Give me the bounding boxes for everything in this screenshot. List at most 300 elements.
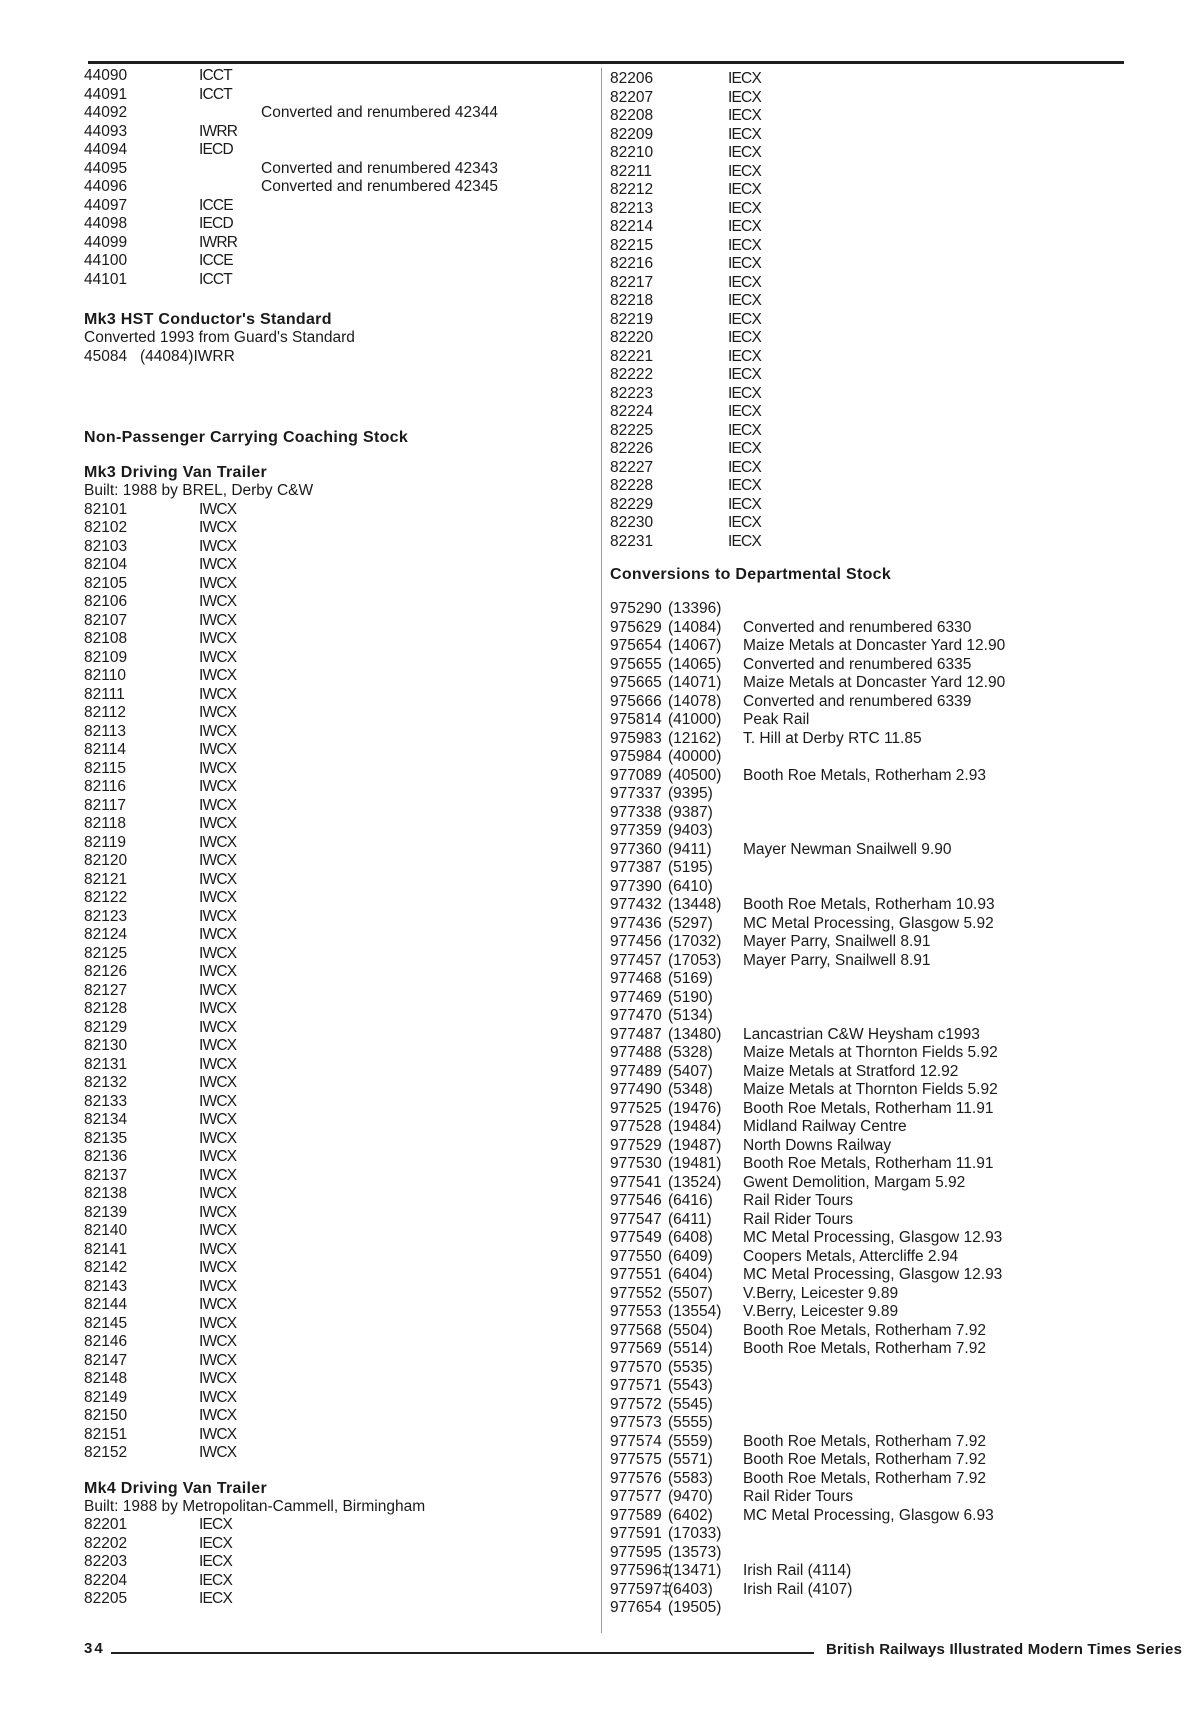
table-row (610, 163, 1130, 182)
original-number: (6403) (668, 1580, 713, 1598)
table-row (610, 1581, 1130, 1600)
disposal-note: Peak Rail (743, 711, 810, 728)
vehicle-number: 82142 (84, 1259, 128, 1276)
departmental-number: 977571 (610, 1377, 662, 1394)
pool-code: IWCX (199, 574, 237, 592)
conductor-standard-heading: Mk3 HST Conductor's Standard (84, 311, 332, 328)
table-row (84, 1389, 584, 1408)
table-row (84, 945, 584, 964)
table-row (610, 1340, 1130, 1359)
table-row (84, 908, 584, 927)
pool-code: IECX (728, 162, 761, 180)
original-number: (5535) (668, 1358, 713, 1376)
original-number: (9411) (668, 840, 712, 858)
table-row (610, 496, 1130, 515)
table-row (610, 1396, 1130, 1415)
departmental-number: 975655 (610, 655, 662, 673)
vehicle-number: 82103 (84, 537, 128, 555)
table-row (610, 1248, 1130, 1267)
column-divider (601, 68, 602, 1633)
departmental-number: 977573 (610, 1414, 662, 1431)
disposal-note: Lancastrian C&W Heysham c1993 (743, 1025, 980, 1043)
table-row (84, 889, 584, 908)
table-row (610, 1414, 1130, 1433)
pool-code: IWCX (199, 1129, 237, 1147)
original-number: (5559) (668, 1432, 713, 1450)
conductor-standard-entry: 45084 (44084)IWRR (84, 347, 235, 365)
table-row (610, 859, 1130, 878)
vehicle-number: 82127 (84, 981, 128, 999)
table-row (610, 181, 1130, 200)
pool-code (199, 160, 261, 179)
table-row (84, 215, 584, 234)
table-row (610, 1322, 1130, 1341)
original-number: (6402) (668, 1506, 713, 1524)
original-number: (13480) (668, 1025, 722, 1043)
table-row (84, 141, 584, 160)
table-row (610, 1544, 1130, 1563)
pool-code: IECX (728, 514, 761, 531)
table-row (610, 674, 1130, 693)
footer-rule (111, 1652, 814, 1654)
vehicle-number: 82145 (84, 1314, 128, 1332)
vehicle-number: 82122 (84, 889, 128, 906)
disposal-note: Converted and renumbered 6339 (743, 692, 972, 710)
pool-code: IWCX (199, 1314, 237, 1332)
table-row (84, 760, 584, 779)
original-number: (19484) (668, 1118, 722, 1135)
table-row (610, 693, 1130, 712)
departmental-number: 977337 (610, 785, 662, 802)
vehicle-number: 82126 (84, 963, 128, 980)
pool-code: IWCX (199, 648, 237, 666)
pool-code: IWCX (199, 667, 237, 684)
table-row (610, 200, 1130, 219)
table-row (610, 218, 1130, 237)
pool-code: IECX (728, 218, 761, 235)
pool-code: IWCX (199, 1111, 237, 1128)
table-row (610, 1063, 1130, 1082)
departmental-number: 977490 (610, 1081, 662, 1098)
pool-code: IWCX (199, 1148, 237, 1165)
vehicle-number: 82209 (610, 125, 654, 143)
vehicle-number: 82110 (84, 667, 126, 684)
departmental-number: 977487 (610, 1025, 662, 1043)
table-row (84, 778, 584, 797)
departmental-number: 977089 (610, 766, 662, 784)
departmental-number: 977546 (610, 1192, 662, 1209)
original-number: (14067) (668, 637, 722, 654)
table-row (610, 1303, 1130, 1322)
vehicle-number: 82225 (610, 421, 654, 439)
pool-code: IECD (199, 141, 233, 158)
disposal-note: Midland Railway Centre (743, 1118, 907, 1135)
pool-code: IWCX (199, 833, 237, 851)
vehicle-number: 82140 (84, 1222, 128, 1239)
vehicle-number: 44094 (84, 141, 128, 158)
table-row (84, 797, 584, 816)
table-row (610, 1229, 1130, 1248)
disposal-note: Booth Roe Metals, Rotherham 10.93 (743, 896, 995, 913)
table-row (610, 422, 1130, 441)
original-number: (14078) (668, 692, 722, 710)
departmental-number: 977549 (610, 1229, 662, 1246)
vehicle-number: 82105 (84, 574, 128, 592)
pool-code: IECX (728, 310, 761, 328)
table-row (84, 271, 584, 290)
pool-code: IECX (728, 292, 761, 309)
original-number: (5583) (668, 1469, 713, 1487)
table-row (84, 1074, 584, 1093)
table-row (84, 575, 584, 594)
vehicle-number: 82132 (84, 1074, 128, 1091)
pool-code: IWCX (199, 1333, 237, 1350)
disposal-note: Booth Roe Metals, Rotherham 7.92 (743, 1432, 986, 1450)
table-row (610, 144, 1130, 163)
departmental-number: 977591 (610, 1525, 662, 1542)
table-row (610, 637, 1130, 656)
departmental-number: 977597‡ (610, 1580, 671, 1598)
table-row (84, 1000, 584, 1019)
table-row (84, 538, 584, 557)
disposal-note: Booth Roe Metals, Rotherham 11.91 (743, 1155, 994, 1172)
table-row (84, 704, 584, 723)
table-row (610, 255, 1130, 274)
pool-code: IECX (728, 458, 761, 476)
pool-code: IWCX (199, 556, 237, 573)
pool-code: IWCX (199, 778, 237, 795)
departmental-number: 977488 (610, 1044, 662, 1061)
pool-code: IWCX (199, 1037, 237, 1054)
pool-code: ICCT (199, 67, 232, 84)
original-number: (5545) (668, 1395, 713, 1413)
mk3-dvt-list (84, 501, 584, 1463)
vehicle-number: 82116 (84, 778, 126, 795)
pool-code: IECX (728, 421, 761, 439)
table-row (610, 440, 1130, 459)
table-row (84, 723, 584, 742)
disposal-note: Mayer Parry, Snailwell 8.91 (743, 951, 931, 969)
original-number: (5407) (668, 1062, 713, 1080)
table-row (84, 197, 584, 216)
pool-code: IWCX (199, 722, 237, 740)
pool-code: IWCX (199, 1444, 237, 1461)
departmental-number: 977576 (610, 1469, 662, 1487)
original-number: (6416) (668, 1192, 713, 1209)
table-row (84, 1019, 584, 1038)
departmental-number: 975665 (610, 674, 662, 691)
vehicle-number: 82216 (610, 255, 654, 272)
pool-code: IWCX (199, 907, 237, 925)
table-row (610, 656, 1130, 675)
departmental-number: 977589 (610, 1506, 662, 1524)
vehicle-number: 82101 (84, 500, 128, 518)
vehicle-number: 82129 (84, 1018, 128, 1036)
table-row (610, 1488, 1130, 1507)
pool-code (199, 104, 261, 123)
disposal-note: Booth Roe Metals, Rotherham 2.93 (743, 766, 986, 784)
disposal-note: North Downs Railway (743, 1136, 892, 1154)
table-row (610, 748, 1130, 767)
disposal-note: Maize Metals at Doncaster Yard 12.90 (743, 637, 1006, 654)
vehicle-number: 82144 (84, 1296, 128, 1313)
pool-code: IWCX (199, 1074, 237, 1091)
vehicle-number: 82148 (84, 1370, 128, 1387)
vehicle-number: 44095 (84, 159, 128, 177)
table-row (84, 123, 584, 142)
top-rule (88, 61, 1124, 64)
vehicle-number: 82138 (84, 1185, 128, 1202)
table-row (84, 1130, 584, 1149)
table-row (610, 1100, 1130, 1119)
table-row (610, 785, 1130, 804)
right-column (610, 70, 1130, 1618)
vehicle-number: 82104 (84, 556, 128, 573)
table-row (610, 1377, 1130, 1396)
vehicle-number: 82107 (84, 611, 128, 629)
pool-code: IECX (728, 255, 761, 272)
departmental-number: 975654 (610, 637, 662, 654)
pool-code: IECX (199, 1516, 232, 1533)
table-row (84, 234, 584, 253)
vehicle-number: 82109 (84, 648, 128, 666)
original-number: (17053) (668, 951, 722, 969)
vehicle-number: 82219 (610, 310, 654, 328)
vehicle-number: 44091 (84, 85, 128, 103)
pool-code: IWCX (199, 1166, 237, 1184)
table-row (610, 292, 1130, 311)
vehicle-number: 82215 (610, 236, 654, 254)
table-row (610, 933, 1130, 952)
vehicle-number: 82226 (610, 440, 654, 457)
vehicle-number: 82212 (610, 181, 654, 198)
vehicle-number: 82224 (610, 403, 654, 420)
vehicle-number: 82211 (610, 162, 652, 180)
guard-standard-list (84, 67, 584, 289)
mk3-dvt-built: Built: 1988 by BREL, Derby C&W (84, 482, 314, 499)
pool-code: IWCX (199, 537, 237, 555)
original-number: (17033) (668, 1525, 722, 1542)
vehicle-number: 82204 (84, 1571, 128, 1589)
vehicle-number: 44098 (84, 215, 128, 232)
vehicle-number: 82136 (84, 1148, 128, 1165)
mk4-dvt-built: Built: 1988 by Metropolitan-Cammell, Birmingham (84, 1497, 426, 1515)
original-number: (13396) (668, 600, 722, 617)
pool-code: IWCX (199, 889, 237, 906)
departmental-number: 977595 (610, 1543, 662, 1561)
original-number: (14071) (668, 674, 722, 691)
vehicle-number: 82208 (610, 107, 654, 124)
table-row (610, 126, 1130, 145)
pool-code: IWCX (199, 1370, 237, 1387)
pool-code: IWCX (199, 593, 237, 610)
table-row (84, 1315, 584, 1334)
table-row (84, 593, 584, 612)
disposal-note: Irish Rail (4114) (743, 1562, 852, 1579)
vehicle-number: 82146 (84, 1333, 128, 1350)
pool-code: IWRR (199, 233, 238, 251)
vehicle-number: 82143 (84, 1277, 128, 1295)
pool-code: IWCX (199, 1055, 237, 1073)
original-number: (9395) (668, 785, 713, 802)
pool-code: IECX (728, 532, 761, 550)
table-row (610, 1507, 1130, 1526)
table-row (84, 1278, 584, 1297)
original-number: (13448) (668, 896, 722, 913)
table-row (84, 501, 584, 520)
table-row (84, 1333, 584, 1352)
pool-code: IWCX (199, 704, 237, 721)
vehicle-number: 82121 (84, 870, 128, 888)
pool-code: IWCX (199, 852, 237, 869)
vehicle-number: 82125 (84, 944, 128, 962)
vehicle-number: 82137 (84, 1166, 128, 1184)
table-row (84, 649, 584, 668)
original-number: (19476) (668, 1099, 722, 1117)
table-row (610, 822, 1130, 841)
vehicle-number: 82227 (610, 458, 654, 476)
departmental-number: 977568 (610, 1321, 662, 1339)
disposal-note: Booth Roe Metals, Rotherham 7.92 (743, 1451, 986, 1468)
vehicle-number: 82221 (610, 347, 654, 365)
vehicle-number: 82131 (84, 1055, 128, 1073)
departmental-number: 977525 (610, 1099, 662, 1117)
table-row (610, 274, 1130, 293)
departmental-number: 977654 (610, 1599, 662, 1616)
table-row (84, 667, 584, 686)
conversions-list (610, 600, 1130, 1618)
vehicle-number: 82202 (84, 1534, 128, 1552)
pool-code: IWCX (199, 963, 237, 980)
vehicle-number: 82133 (84, 1092, 128, 1110)
conductor-standard-subtitle: Converted 1993 from Guard's Standard (84, 329, 355, 346)
table-row (84, 160, 584, 179)
departmental-number: 977489 (610, 1062, 662, 1080)
original-number: (5169) (668, 970, 713, 987)
table-row (84, 963, 584, 982)
pool-code: IECX (199, 1553, 232, 1570)
vehicle-number: 82112 (84, 704, 126, 721)
disposal-note: V.Berry, Leicester 9.89 (743, 1303, 899, 1320)
table-row (610, 459, 1130, 478)
pool-code: IECX (728, 477, 761, 494)
pool-code: IWCX (199, 1185, 237, 1202)
disposal-note: Rail Rider Tours (743, 1192, 853, 1209)
departmental-number: 977550 (610, 1247, 662, 1265)
table-row (610, 1470, 1130, 1489)
table-row (84, 1426, 584, 1445)
vehicle-number: 82124 (84, 926, 128, 943)
table-row (610, 533, 1130, 552)
vehicle-number: 82229 (610, 495, 654, 513)
disposal-note: Converted and renumbered 6330 (743, 618, 972, 636)
pool-code: IWCX (199, 500, 237, 518)
page-number: 34 (84, 1640, 105, 1657)
vehicle-number: 82223 (610, 384, 654, 402)
pool-code: ICCE (199, 196, 233, 214)
departmental-number: 977360 (610, 840, 662, 858)
table-row (84, 1185, 584, 1204)
table-row (84, 686, 584, 705)
table-row (84, 1111, 584, 1130)
table-row (610, 237, 1130, 256)
table-row (84, 519, 584, 538)
pool-code: IWCX (199, 981, 237, 999)
departmental-number: 975814 (610, 711, 662, 728)
departmental-number: 977569 (610, 1340, 662, 1357)
table-row (84, 834, 584, 853)
vehicle-number: 82206 (610, 70, 654, 87)
disposal-note: Maize Metals at Thornton Fields 5.92 (743, 1044, 998, 1061)
disposal-note: Irish Rail (4107) (743, 1580, 853, 1598)
pool-code: IWCX (199, 759, 237, 777)
table-row (84, 741, 584, 760)
original-number: (6404) (668, 1266, 713, 1283)
departmental-number: 977553 (610, 1303, 662, 1320)
table-row (610, 952, 1130, 971)
disposal-note: Maize Metals at Thornton Fields 5.92 (743, 1081, 998, 1098)
pool-code: ICCT (199, 270, 232, 288)
vehicle-number: 44100 (84, 252, 128, 269)
pool-code: IWCX (199, 1000, 237, 1017)
disposal-note: MC Metal Processing, Glasgow 12.93 (743, 1229, 1003, 1246)
table-row (610, 841, 1130, 860)
table-row (610, 878, 1130, 897)
original-number: (6408) (668, 1229, 713, 1246)
original-number: (5190) (668, 988, 713, 1006)
vehicle-number: 44101 (84, 270, 128, 288)
table-row (610, 1285, 1130, 1304)
pool-code: IECX (728, 366, 761, 383)
table-row (84, 556, 584, 575)
pool-code: IWCX (199, 944, 237, 962)
pool-code: IECX (728, 181, 761, 198)
departmental-number: 977457 (610, 951, 662, 969)
table-row (610, 989, 1130, 1008)
table-row (610, 1081, 1130, 1100)
pool-code: IWCX (199, 519, 237, 536)
departmental-number: 977469 (610, 988, 662, 1006)
vehicle-number: 82108 (84, 630, 128, 647)
pool-code: IECX (728, 199, 761, 217)
pool-code: IWCX (199, 796, 237, 814)
pool-code: IECX (199, 1534, 232, 1552)
departmental-number: 977528 (610, 1118, 662, 1135)
table-row (84, 982, 584, 1001)
original-number: (13471) (668, 1562, 722, 1579)
departmental-number: 977529 (610, 1136, 662, 1154)
disposal-note: Booth Roe Metals, Rotherham 7.92 (743, 1469, 986, 1487)
departmental-number: 977575 (610, 1451, 662, 1468)
disposal-note: Booth Roe Metals, Rotherham 7.92 (743, 1321, 986, 1339)
vehicle-number: 82151 (84, 1425, 128, 1443)
table-row (610, 1525, 1130, 1544)
pool-code: IWCX (199, 1296, 237, 1313)
original-number: (14084) (668, 618, 722, 636)
table-row (610, 1137, 1130, 1156)
vehicle-number: 44096 (84, 178, 128, 195)
vehicle-number: 82130 (84, 1037, 128, 1054)
note: Converted and renumbered 42345 (261, 178, 498, 195)
table-row (610, 970, 1130, 989)
vehicle-number: 82134 (84, 1111, 128, 1128)
vehicle-number: 82201 (84, 1516, 128, 1533)
pool-code: IWCX (199, 611, 237, 629)
original-number: (6410) (668, 877, 713, 895)
vehicle-number: 82139 (84, 1203, 128, 1221)
vehicle-number: 82114 (84, 741, 126, 758)
table-row (610, 1211, 1130, 1230)
